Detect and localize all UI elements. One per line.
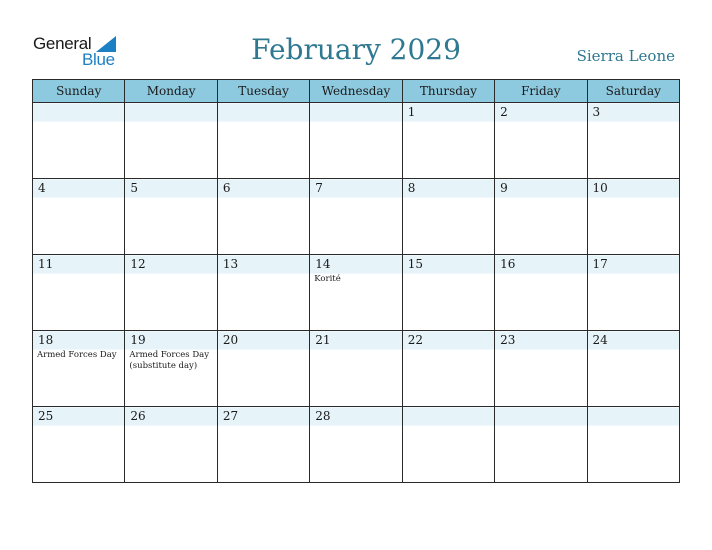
day-number: 14	[315, 257, 331, 271]
day-number: 28	[315, 409, 331, 423]
day-number	[33, 103, 124, 120]
day-cell	[217, 179, 309, 255]
day-cell	[217, 255, 309, 331]
week-row	[33, 331, 680, 407]
day-cell	[402, 331, 494, 407]
day-cell	[587, 179, 679, 255]
day-number	[403, 407, 494, 424]
day-cell	[125, 103, 217, 179]
weekday-saturday: Saturday	[587, 80, 679, 103]
day-number: 25	[38, 409, 54, 423]
day-cell	[217, 331, 309, 407]
day-cell	[33, 331, 125, 407]
day-number: 10	[592, 181, 608, 195]
day-cell	[587, 255, 679, 331]
weekday-tuesday: Tuesday	[217, 80, 309, 103]
day-number: 24	[592, 333, 608, 347]
day-number	[218, 103, 309, 120]
day-number: 9	[500, 181, 508, 195]
weekday-wednesday: Wednesday	[310, 80, 402, 103]
day-number	[495, 407, 586, 424]
day-cell	[310, 179, 402, 255]
holiday-label: Armed Forces Day	[37, 350, 117, 360]
week-row	[33, 407, 680, 483]
holiday-label: Korité	[314, 274, 341, 284]
weekday-monday: Monday	[125, 80, 217, 103]
day-cell	[587, 103, 679, 179]
day-number	[310, 103, 401, 120]
day-number: 12	[130, 257, 146, 271]
day-number: 7	[315, 181, 323, 195]
country-label: Sierra Leone	[576, 47, 675, 65]
week-row	[33, 179, 680, 255]
day-number: 15	[407, 257, 423, 271]
day-cell	[587, 407, 679, 483]
day-number: 22	[407, 333, 423, 347]
day-number: 8	[407, 181, 416, 195]
logo-blue-text: Blue	[82, 50, 115, 69]
day-cell	[125, 407, 217, 483]
day-number: 27	[222, 409, 239, 423]
day-cell	[125, 255, 217, 331]
day-number: 26	[130, 409, 146, 423]
day-cell	[125, 179, 217, 255]
day-number: 18	[38, 333, 54, 347]
day-number: 6	[222, 181, 231, 195]
logo-general-text: General	[33, 34, 92, 53]
day-number	[588, 407, 679, 424]
day-number: 21	[315, 333, 331, 347]
day-cell	[33, 103, 125, 179]
page-title: February 2029	[251, 33, 461, 66]
day-cell	[33, 179, 125, 255]
weekday-friday: Friday	[495, 80, 587, 103]
weekday-sunday: Sunday	[33, 80, 125, 103]
day-number: 17	[592, 257, 608, 271]
day-cell	[217, 407, 309, 483]
day-number	[125, 103, 216, 120]
day-cell	[495, 103, 587, 179]
day-cell	[402, 103, 494, 179]
week-row	[33, 255, 680, 331]
day-cell	[495, 407, 587, 483]
week-row	[33, 103, 680, 179]
day-number: 3	[592, 105, 601, 119]
day-cell	[33, 255, 125, 331]
day-cell	[310, 255, 402, 331]
weekday-header-row	[33, 80, 680, 103]
day-cell	[310, 331, 402, 407]
day-number: 20	[222, 333, 239, 347]
day-cell	[310, 103, 402, 179]
day-number: 23	[500, 333, 516, 347]
day-number: 5	[130, 181, 139, 195]
day-cell	[402, 255, 494, 331]
day-number: 19	[130, 333, 146, 347]
weekday-thursday: Thursday	[402, 80, 494, 103]
day-number: 2	[500, 105, 508, 119]
calendar-grid	[32, 79, 680, 483]
day-cell	[495, 331, 587, 407]
day-cell	[495, 255, 587, 331]
day-cell	[125, 331, 217, 407]
day-number: 4	[38, 181, 46, 195]
day-cell	[402, 179, 494, 255]
day-number: 11	[38, 257, 54, 271]
day-number: 1	[407, 105, 416, 119]
day-cell	[402, 407, 494, 483]
day-cell	[587, 331, 679, 407]
day-cell	[495, 179, 587, 255]
holiday-label: Armed Forces Day (substitute day)	[129, 350, 210, 371]
day-cell	[217, 103, 309, 179]
day-number: 16	[500, 257, 516, 271]
day-cell	[33, 407, 125, 483]
day-cell	[310, 407, 402, 483]
day-number: 13	[222, 257, 239, 271]
